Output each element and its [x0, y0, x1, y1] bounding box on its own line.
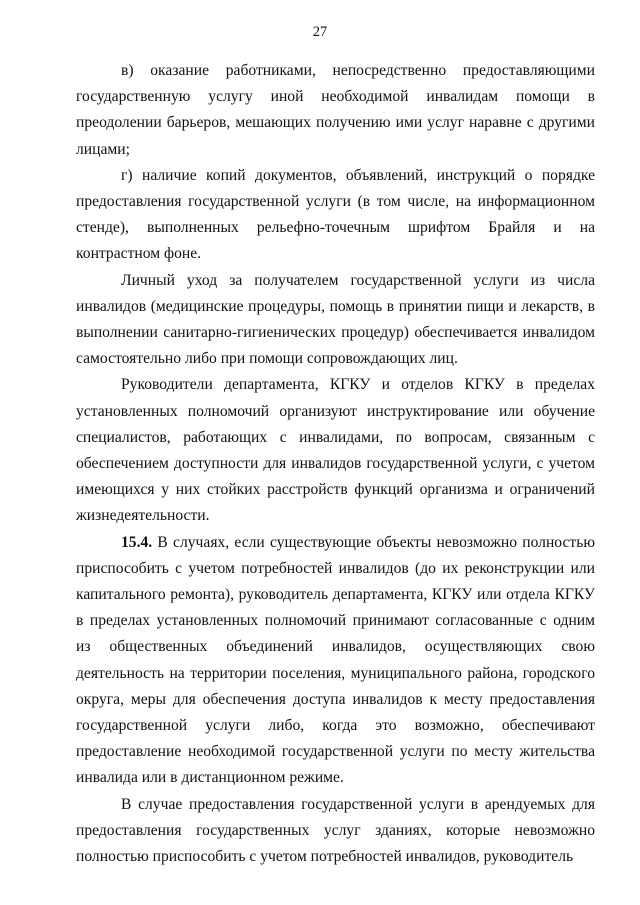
- paragraph-item-g: [76, 163, 595, 268]
- paragraph-text: г) наличие копий документов, объявлений, инструкций о порядке предоставления государственной услуги (в том числе, на информационном стенде), выполненных рельефно-точечным шрифтом Брайля и на контрастном фоне.: [76, 166, 595, 263]
- paragraph-text: Личный уход за получателем государственной услуги из числа инвалидов (медицинские процедуры, помощь в принятии пищи и лекарств, в выполнении санитарно-гигиенических процедур) обеспечивается инвалидом самостоятельно либо при помощи сопровождающих лиц.: [76, 271, 595, 368]
- paragraph-personal-care: [76, 268, 595, 373]
- paragraph-item-v: [76, 58, 595, 163]
- paragraph-text: В случае предоставления государственной услуги в арендуемых для предоставления государственных услуг зданиях, которые невозможно полностью приспособить с учетом потребностей инвалидов, руководитель: [76, 795, 595, 866]
- paragraph-rented-buildings: [76, 792, 595, 871]
- page-number: 27: [312, 24, 328, 40]
- paragraph-text: В случаях, если существующие объекты невозможно полностью приспособить с учетом потребностей инвалидов (до их реконструкции или капитального ремонта), руководитель департамента, КГКУ или отдела КГКУ в пределах установленных полномочий принимают согласованные с одним из общественных объединений инвалидов, осуществляющих свою деятельность на территории поселения, муниципального района, городского округа, меры для обеспечения доступа инвалидов к месту предоставления государственной услуги либо, когда это возможно, обеспечивают предоставление необходимой государственной услуги по месту жительства инвалида или в дистанционном режиме.: [76, 533, 595, 787]
- document-body: [76, 58, 595, 870]
- clause-number: 15.4.: [121, 533, 153, 551]
- paragraph-text: Руководители департамента, КГКУ и отделов КГКУ в пределах установленных полномочий организуют инструктирование или обучение специалистов, работающих с инвалидами, по вопросам, связанным с обеспечением доступности для инвалидов государственной услуги, с учетом имеющихся у них стойких расстройств функций организма и ограничений жизнедеятельности.: [76, 376, 595, 525]
- paragraph-text: в) оказание работниками, непосредственно предоставляющими государственную услугу иной необходимой инвалидам помощи в преодолении барьеров, мешающих получению ими услуг наравне с другими лицами;: [76, 62, 595, 158]
- paragraph-staff-training: [76, 372, 595, 529]
- paragraph-clause-15-4: [76, 530, 595, 792]
